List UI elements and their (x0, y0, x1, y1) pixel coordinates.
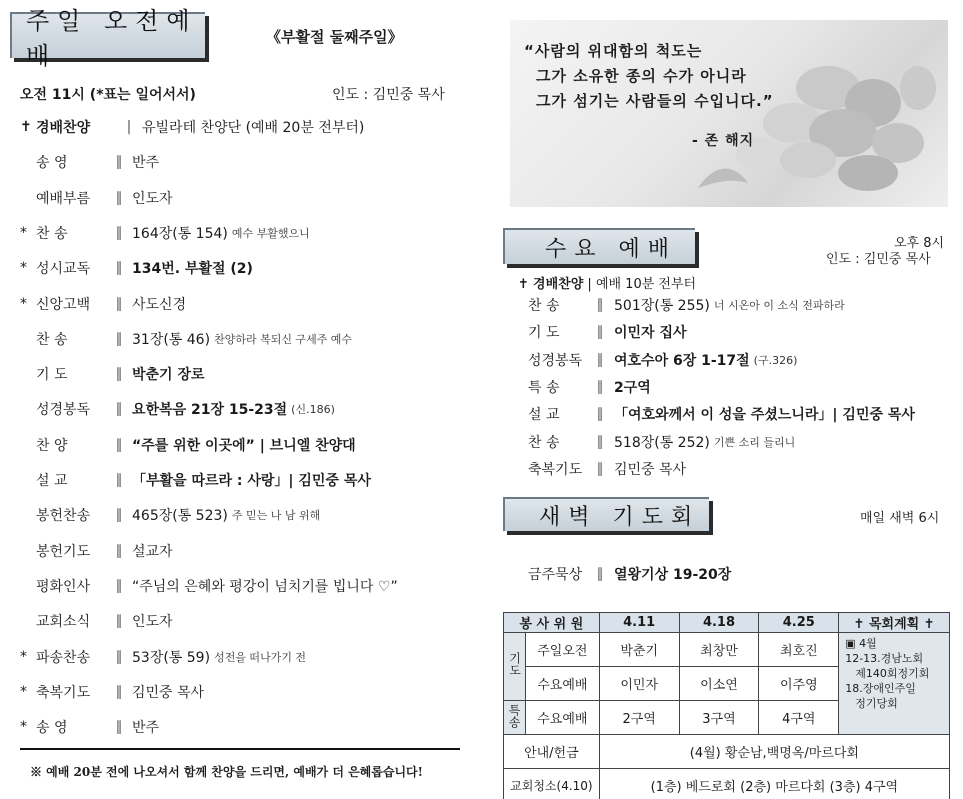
order-label: 예배부름 (36, 190, 91, 207)
sunday-subtitle: 《부활절 둘째주일》 (266, 28, 403, 46)
order-label: 찬 송 (36, 331, 68, 348)
table-cell: 수요예배 (525, 701, 599, 735)
order-label: 찬 송 (36, 225, 68, 242)
table-cell: 최호진 (759, 633, 839, 667)
order-separator: ∥ (115, 189, 123, 206)
sunday-order-row (20, 396, 335, 422)
order-label: 설 교 (36, 473, 68, 489)
order-value: 「부활을 따르라 : 사랑」| 김민중 목사 (132, 473, 371, 489)
order-separator: ∥ (596, 297, 604, 313)
wednesday-order-row (528, 348, 797, 372)
order-label: 성경봉독 (36, 402, 91, 419)
dawn-label: 금주묵상 (528, 567, 583, 583)
order-label: 성경봉독 (528, 352, 583, 369)
sunday-order-row (20, 361, 209, 387)
cleaning-value: (1층) 베드로회 (2층) 마르다회 (3층) 4구역 (599, 769, 949, 799)
order-label: 평화인사 (36, 578, 91, 595)
order-label: 특 송 (528, 379, 560, 396)
order-value: 164장(통 154) (132, 225, 228, 242)
order-value: 31장(통 46) (132, 331, 211, 348)
table-header-cell: 4.11 (599, 613, 679, 633)
sunday-divider (20, 748, 460, 750)
order-value: 134번. 부활절 (2) (132, 261, 253, 278)
order-label: 축복기도 (528, 461, 583, 478)
table-cell: 수요예배 (525, 667, 599, 701)
wednesday-intro (518, 273, 696, 292)
order-separator: ∥ (115, 436, 123, 453)
quote-line-2: 그가 소유한 종의 수가 아니라 (536, 67, 747, 85)
table-header-row (504, 613, 950, 633)
order-value: 이민자 집사 (614, 325, 687, 342)
order-value: 인도자 (132, 190, 173, 207)
order-separator: | (126, 119, 132, 135)
sunday-order-row (20, 467, 375, 493)
order-value: 김민중 목사 (132, 684, 205, 701)
sunday-order-row (20, 679, 208, 705)
table-header-cell: 봉 사 위 원 (504, 613, 600, 633)
table-header-cell: ✝ 목회계획 ✝ (839, 613, 950, 633)
order-label: 송 영 (36, 720, 68, 737)
quote-line-3: 그가 섬기는 사람들의 수입니다.” (536, 92, 774, 110)
order-marker: * (20, 683, 27, 700)
guide-value: (4월) 황순남,백명옥/마르다회 (599, 735, 949, 769)
order-label: 신앙고백 (36, 296, 91, 313)
table-cell: 최창만 (679, 633, 759, 667)
sunday-order-row (20, 220, 310, 246)
quote-line-1: “사람의 위대함의 척도는 (524, 42, 703, 60)
order-separator: ∥ (115, 472, 123, 488)
order-label: 교회소식 (36, 614, 91, 631)
order-value: 사도신경 (132, 296, 187, 313)
order-note: 기쁜 소리 들리니 (713, 435, 796, 449)
wednesday-order-row (528, 457, 690, 481)
order-value: 2구역 (614, 379, 651, 396)
order-label: 설 교 (528, 407, 560, 424)
table-cell: 주일오전 (525, 633, 599, 667)
sunday-order-row (20, 114, 368, 140)
order-separator: ∥ (115, 260, 123, 277)
table-row (504, 735, 950, 769)
order-label: 찬 송 (528, 434, 560, 451)
order-label: 축복기도 (36, 684, 91, 701)
sunday-leader: 인도 : 김민중 목사 (332, 87, 445, 103)
dawn-time: 매일 새벽 6시 (860, 511, 940, 526)
order-marker: * (20, 648, 27, 665)
order-value: 518장(통 252) (614, 434, 710, 451)
sunday-order-row (20, 608, 177, 634)
table-cell: 4구역 (759, 701, 839, 735)
wednesday-order-row (528, 430, 795, 454)
sunday-title-text: 주일 오전예배 (26, 7, 198, 70)
order-value: 요한복음 21장 15-23절 (132, 402, 288, 419)
order-note: 찬양하라 복되신 구세주 예수 (214, 332, 353, 346)
order-separator: ∥ (115, 542, 123, 559)
order-separator: ∥ (115, 330, 123, 347)
wednesday-title-text: 수요 예배 (545, 236, 678, 262)
dawn-meditation-row (528, 562, 731, 586)
order-separator: ∥ (115, 224, 123, 241)
order-value: 박춘기 장로 (132, 367, 205, 384)
special-song-label (504, 701, 526, 735)
order-label: 봉헌기도 (36, 543, 91, 560)
order-value: 53장(통 59) (132, 649, 211, 666)
order-separator: ∥ (115, 719, 123, 736)
sunday-order-row (20, 538, 177, 564)
order-separator: ∥ (115, 507, 123, 524)
table-header-cell: 4.25 (759, 613, 839, 633)
plan-line: 제140회정기회 (855, 667, 930, 680)
order-value: 김민중 목사 (614, 461, 687, 478)
order-label: 파송찬송 (36, 649, 91, 666)
sunday-order-row (20, 432, 360, 458)
table-cell: 이소연 (679, 667, 759, 701)
table-row (504, 633, 950, 667)
plan-line: 정기당회 (855, 697, 898, 710)
order-value: 반주 (132, 720, 160, 737)
prayer-group-label (504, 633, 526, 701)
order-separator: ∥ (596, 460, 604, 477)
dawn-title-text: 새벽 기도회 (539, 504, 701, 530)
order-marker: * (20, 719, 27, 736)
order-value: 설교자 (132, 543, 173, 560)
dawn-prayer-title (503, 497, 709, 531)
wednesday-order-row (528, 402, 919, 426)
order-label: 봉헌찬송 (36, 508, 91, 525)
order-value: 인도자 (132, 614, 173, 631)
sunday-order-row (20, 255, 257, 281)
order-marker: ✝ (20, 119, 32, 135)
wednesday-intro-value: 예배 10분 전부터 (595, 277, 697, 292)
table-row (504, 769, 950, 799)
wednesday-service-title (503, 228, 695, 264)
order-separator: ∥ (596, 378, 604, 395)
order-note: 주 믿는 나 남 위해 (231, 509, 321, 523)
order-value: “주를 위한 이곳에” | 브니엘 찬양대 (132, 437, 356, 454)
order-separator: ∥ (115, 366, 123, 383)
order-value: 「여호와께서 이 성을 주셨느니라」| 김민중 목사 (614, 407, 915, 424)
church-plan-cell (839, 633, 950, 735)
order-note: 예수 부활했으니 (231, 226, 310, 240)
order-label: 찬 양 (36, 437, 68, 454)
cleaning-label: 교회청소(4.10) (504, 769, 600, 799)
order-label: 기 도 (36, 367, 68, 384)
order-label: 찬 송 (528, 298, 560, 314)
plan-line: ▣ 4월 (845, 637, 877, 650)
special-label-text: 특송 (506, 704, 521, 728)
order-label: 기 도 (528, 325, 560, 342)
plan-line: 12-13.경남노회 (845, 652, 924, 665)
order-marker: * (20, 260, 27, 277)
order-value: 465장(통 523) (132, 508, 228, 525)
sunday-order-row (20, 291, 190, 317)
table-cell: 이민자 (599, 667, 679, 701)
sunday-footer-note: ※ 예배 20분 전에 나오셔서 함께 찬양을 드리면, 예배가 더 은혜롭습니다! (30, 765, 423, 779)
order-label: 성시교독 (36, 261, 91, 278)
wednesday-leader: 인도 : 김민중 목사 (826, 252, 931, 267)
quote-box (510, 20, 948, 207)
wednesday-intro-sep: | (587, 277, 596, 292)
order-separator: ∥ (115, 613, 123, 630)
guide-label: 안내/헌금 (504, 735, 600, 769)
order-note: 너 시온아 이 소식 전파하라 (713, 299, 845, 312)
wednesday-order-row (528, 320, 691, 344)
order-separator: ∥ (115, 154, 123, 171)
order-separator: ∥ (115, 577, 123, 594)
order-separator: ∥ (596, 433, 604, 450)
order-separator: ∥ (115, 648, 123, 665)
order-separator: ∥ (596, 324, 604, 341)
wednesday-order-row (528, 375, 655, 399)
wednesday-intro-label: 경배찬양 (533, 277, 584, 292)
service-volunteer-table (503, 612, 950, 799)
order-separator: ∥ (596, 406, 604, 423)
order-marker: * (20, 295, 27, 312)
order-value: “주님의 은혜와 평강이 넘치기를 빕니다 ♡” (132, 578, 398, 595)
dawn-sep: ∥ (596, 566, 604, 582)
order-separator: ∥ (115, 401, 123, 418)
order-value: 반주 (132, 155, 160, 172)
prayer-label-text: 기도 (507, 652, 522, 676)
order-separator: ∥ (596, 351, 604, 368)
order-note: (신.186) (291, 403, 335, 417)
table-cell: 이주영 (759, 667, 839, 701)
sunday-order-row (20, 644, 306, 670)
sunday-order-row (20, 502, 320, 528)
dawn-value: 열왕기상 19-20장 (614, 567, 732, 583)
wednesday-time: 오후 8시 (894, 236, 945, 251)
wednesday-order-row (528, 293, 845, 317)
order-value: 유빌라테 찬양단 (예배 20분 전부터) (142, 120, 365, 136)
sunday-service-title (10, 7, 205, 70)
sunday-time: 오전 11시 (*표는 일어서서) (20, 87, 196, 103)
sunday-order-row (20, 149, 163, 175)
sunday-order-row (20, 326, 352, 352)
cross-icon: ✝ (518, 277, 529, 292)
sunday-order-row (20, 714, 163, 740)
order-label: 송 영 (36, 155, 68, 172)
table-cell: 박춘기 (599, 633, 679, 667)
order-value: 501장(통 255) (614, 298, 710, 314)
table-header-cell: 4.18 (679, 613, 759, 633)
order-note: 성전을 떠나가기 전 (214, 650, 307, 664)
order-marker: * (20, 224, 27, 241)
table-cell: 2구역 (599, 701, 679, 735)
order-note: (구.326) (753, 353, 798, 367)
order-value: 여호수아 6장 1-17절 (614, 352, 750, 369)
sunday-order-row (20, 185, 177, 211)
order-separator: ∥ (115, 683, 123, 700)
table-cell: 3구역 (679, 701, 759, 735)
quote-author: - 존 해지 (692, 133, 755, 149)
plan-line: 18.장애인주일 (845, 682, 916, 695)
sunday-order-row (20, 573, 402, 599)
order-label: 경배찬양 (36, 120, 91, 136)
order-separator: ∥ (115, 295, 123, 312)
